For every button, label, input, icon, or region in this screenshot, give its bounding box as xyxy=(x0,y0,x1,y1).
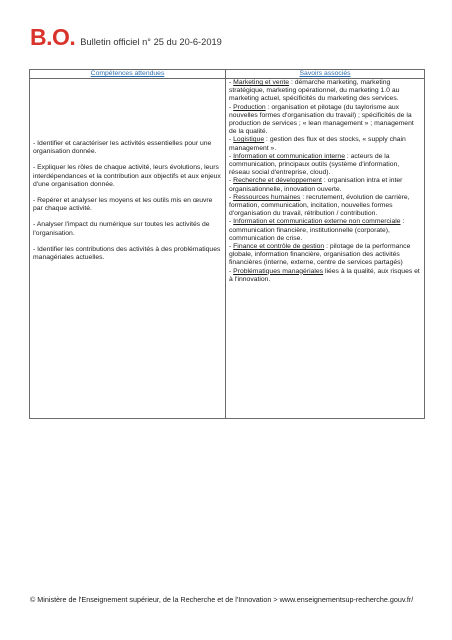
competence-item: - Repérer et analyser les moyens et les outils mis en œuvre par chaque activité. xyxy=(33,197,213,213)
savoir-text: : démarche marketing, marketing stratégique, marketing opérationnel, du marketing 1.0 au marketing actuel, spécificités du marketing des services. xyxy=(229,79,400,103)
savoir-item-ressources-humaines: - Ressources humaines : recrutement, évolution de carrière, formation, communication, incitation, nouvelles formes d'organisation du travail, rétribution / contribution. xyxy=(229,193,410,218)
bulletin-title: Bulletin officiel n° 25 du 20-6-2019 xyxy=(80,37,222,47)
bo-logo: B.O. xyxy=(30,24,76,50)
savoir-label: Information et communication externe non commerciale xyxy=(233,218,401,226)
page-header xyxy=(30,26,222,49)
competences-cell xyxy=(30,79,226,419)
savoir-label: Information et communication interne xyxy=(233,152,345,160)
savoir-label: Finance et contrôle de gestion xyxy=(233,243,325,251)
savoir-label: Recherche et développement xyxy=(233,177,322,185)
savoir-label: Problématiques managériales xyxy=(233,267,324,275)
savoir-item-communication-externe: - Information et communication externe non commerciale : communication financière, institutionnelle (corporate), communication de crise. xyxy=(229,218,405,242)
savoir-text: liées à la qualité, aux risques et à l'innovation. xyxy=(229,267,420,283)
savoir-text: : organisation et pilotage (du taylorisme aux nouvelles formes d'organisation du travail) ; spécificités de la production de services ; « lean management » ; management de la qualité. xyxy=(229,103,414,136)
savoir-label: Logistique xyxy=(233,136,265,144)
savoir-item-production: - Production : organisation et pilotage (du taylorisme aux nouvelles formes d'organisation du travail) ; spécificités de la production de services ; « lean management » ; management de la qualité. xyxy=(229,103,414,136)
savoir-text: : recrutement, évolution de carrière, formation, communication, incitation, nouvelles formes d'organisation du travail, rétribution / contribution. xyxy=(229,193,410,218)
savoirs-cell xyxy=(226,79,425,419)
competence-item: - Expliquer les rôles de chaque activité, leurs évolutions, leurs interdépendances et la contribution aux objectifs et aux enjeux d'une organisation donnée. xyxy=(33,164,221,188)
competence-item: - Identifier et caractériser les activités essentielles pour une organisation donnée. xyxy=(33,140,212,156)
savoir-item-marketing: - Marketing et vente : démarche marketing, marketing stratégique, marketing opérationnel, du marketing 1.0 au marketing actuel, spécificités du marketing des services. xyxy=(229,79,400,103)
savoir-item-finance: - Finance et contrôle de gestion : pilotage de la performance globale, information financière, organisation des activités financières (interne, externe, centre de services partagés) xyxy=(229,243,411,267)
savoir-item-communication-interne: - Information et communication interne : acteurs de la communication, principaux outils (système d'information, réseau social d'entreprise, cloud). xyxy=(229,152,400,177)
savoir-label: Production xyxy=(233,103,266,111)
table-header-row xyxy=(30,70,425,79)
column-header-savoirs: Savoirs associés xyxy=(226,70,425,79)
savoir-text: : organisation intra et inter organisationnelle, innovation ouverte. xyxy=(229,177,403,193)
savoir-text: : gestion des flux et des stocks, « supply chain management ». xyxy=(229,136,406,152)
savoir-text: : communication financière, institutionnelle (corporate), communication de crise. xyxy=(229,218,405,242)
savoir-item-logistique: - Logistique : gestion des flux et des stocks, « supply chain management ». xyxy=(229,136,406,152)
competences-savoirs-table xyxy=(29,69,425,419)
savoir-label: Ressources humaines xyxy=(233,193,301,201)
page-footer: © Ministère de l'Enseignement supérieur, de la Recherche et de l'Innovation > www.enseignementsup-recherche.gouv.fr/ xyxy=(30,595,414,604)
savoir-item-problematiques: - Problématiques managériales liées à la qualité, aux risques et à l'innovation. xyxy=(229,267,420,283)
savoir-item-recherche: - Recherche et développement : organisation intra et inter organisationnelle, innovation ouverte. xyxy=(229,177,403,193)
savoir-text: : acteurs de la communication, principaux outils (système d'information, réseau social d'entreprise, cloud). xyxy=(229,152,400,177)
competence-item: - Identifier les contributions des activités à des problématiques managériales actuelles. xyxy=(33,245,221,262)
column-header-competences: Compétences attendues xyxy=(30,70,226,79)
savoir-label: Marketing et vente xyxy=(233,79,290,86)
competence-item: - Analyser l'impact du numérique sur toutes les activités de l'organisation. xyxy=(33,221,210,237)
table-row xyxy=(30,79,425,419)
savoir-text: : pilotage de la performance globale, information financière, organisation des activités financières (interne, externe, centre de services partagés) xyxy=(229,243,411,267)
